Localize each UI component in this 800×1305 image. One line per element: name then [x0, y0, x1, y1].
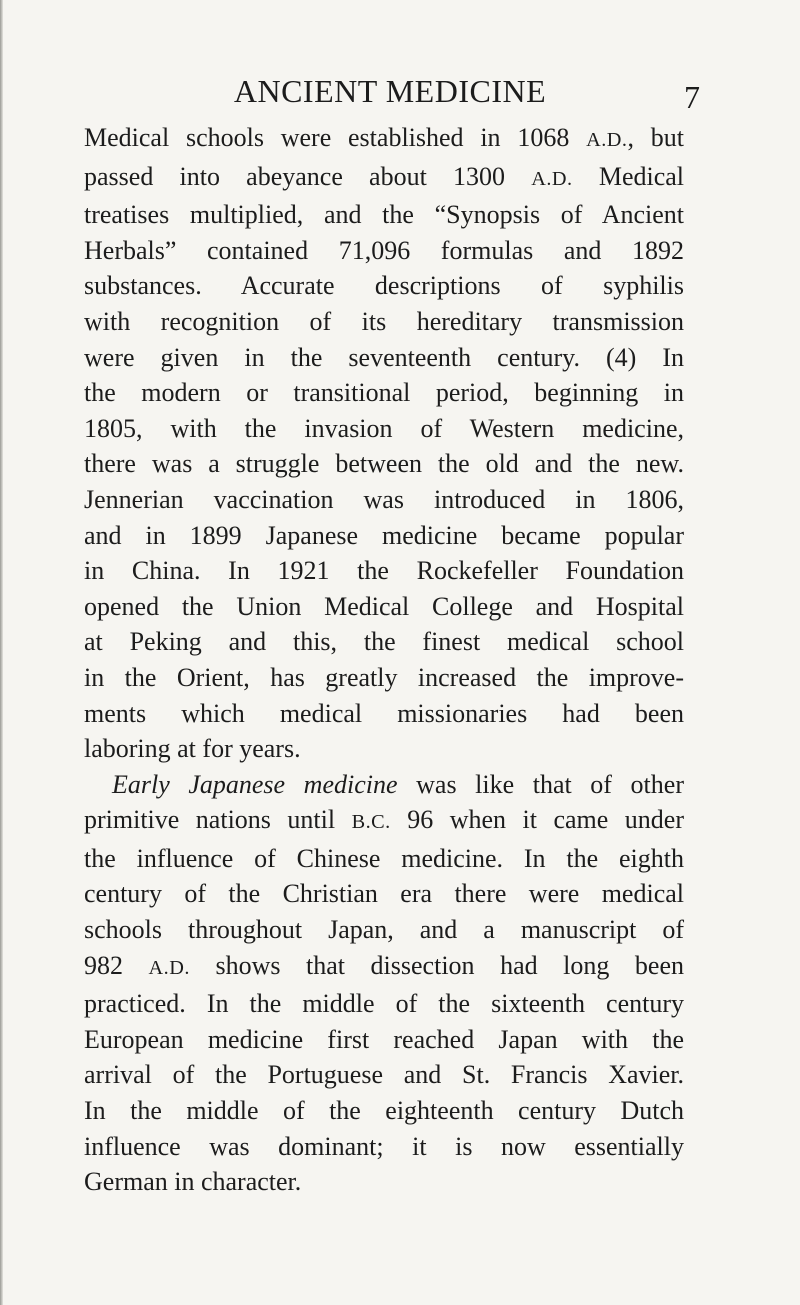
text-line	[84, 841, 684, 877]
text-line	[84, 660, 684, 696]
text-segment: German in character.	[84, 1167, 302, 1197]
text-line	[84, 696, 684, 732]
text-segment: 1805, with the invasion of Western medicine,	[84, 413, 684, 443]
text-line	[84, 340, 684, 376]
text-line	[84, 1057, 684, 1093]
text-line	[84, 411, 684, 447]
text-segment: Medical schools were established in 1068	[84, 123, 587, 152]
text-segment: in China. In 1921 the Rockefeller Foundation	[84, 556, 684, 586]
text-segment: schools throughout Japan, and a manuscript of	[84, 915, 684, 945]
text-line	[84, 482, 684, 518]
page-header	[60, 69, 760, 113]
page-number: 7	[684, 79, 700, 115]
text-line	[84, 375, 684, 411]
text-segment: laboring at for years.	[84, 734, 301, 764]
text-line	[84, 948, 684, 987]
body-text	[84, 120, 684, 1200]
text-line	[84, 1093, 684, 1129]
era-abbreviation: B.C.	[351, 811, 391, 834]
era-abbreviation: A.D.	[148, 956, 190, 979]
text-segment: there was a struggle between the old and the new.	[84, 449, 684, 479]
text-line	[84, 159, 684, 198]
text-segment: , but	[627, 123, 684, 152]
text-segment: influence was dominant; it is now essentially	[84, 1131, 684, 1161]
era-abbreviation: A.D.	[586, 129, 628, 151]
text-segment: with recognition of its hereditary transmission	[84, 306, 684, 336]
text-segment: European medicine first reached Japan with the	[84, 1024, 684, 1054]
text-segment: 982	[84, 950, 149, 980]
text-line	[84, 233, 684, 269]
running-title: ANCIENT MEDICINE	[233, 73, 547, 109]
text-segment: Herbals” contained 71,096 formulas and 1892	[84, 235, 684, 265]
text-segment: the modern or transitional period, beginning in	[84, 378, 684, 408]
text-segment: in the Orient, has greatly increased the improve-	[84, 662, 684, 692]
text-segment: was like that of other	[397, 769, 684, 799]
text-segment: Medical	[572, 161, 685, 191]
text-line	[84, 553, 684, 589]
text-segment: Jennerian vaccination was introduced in 1806,	[84, 484, 684, 514]
text-line	[84, 197, 684, 233]
text-line	[84, 986, 684, 1022]
text-line	[84, 446, 684, 482]
text-segment: In the middle of the eighteenth century Dutch	[84, 1096, 684, 1126]
text-segment: arrival of the Portuguese and St. Francis Xavier.	[84, 1060, 684, 1090]
text-segment: practiced. In the middle of the sixteenth century	[84, 989, 684, 1019]
text-line	[84, 876, 684, 912]
page-binding-edge	[0, 0, 3, 1305]
text-segment: passed into abeyance about 1300	[84, 161, 532, 191]
text-segment: ments which medical missionaries had been	[84, 698, 684, 728]
text-line	[84, 268, 684, 304]
text-line	[84, 120, 684, 159]
emphasized-heading: Early Japanese medicine	[112, 769, 398, 799]
text-segment: were given in the seventeenth century. (4) In	[84, 342, 684, 372]
text-segment: primitive nations until	[84, 805, 352, 835]
text-line	[84, 731, 684, 767]
text-line	[84, 1164, 684, 1200]
text-line	[84, 767, 684, 803]
text-line	[84, 1022, 684, 1058]
era-abbreviation: A.D.	[531, 167, 573, 190]
text-segment: century of the Christian era there were medical	[84, 879, 684, 909]
text-segment: treatises multiplied, and the “Synopsis of Ancient	[84, 200, 684, 230]
text-line	[84, 1129, 684, 1165]
text-segment: shows that dissection had long been	[189, 950, 684, 980]
text-segment: substances. Accurate descriptions of syphilis	[84, 271, 684, 301]
text-line	[84, 589, 684, 625]
text-segment: at Peking and this, the finest medical school	[84, 627, 684, 657]
text-line	[84, 518, 684, 554]
text-segment: opened the Union Medical College and Hospital	[84, 591, 684, 621]
text-line	[84, 304, 684, 340]
text-segment: and in 1899 Japanese medicine became popular	[84, 520, 684, 550]
text-segment: the influence of Chinese medicine. In the eighth	[84, 843, 684, 873]
text-line	[84, 802, 684, 841]
text-line	[84, 624, 684, 660]
text-segment: 96 when it came under	[390, 805, 685, 835]
text-line	[84, 912, 684, 948]
